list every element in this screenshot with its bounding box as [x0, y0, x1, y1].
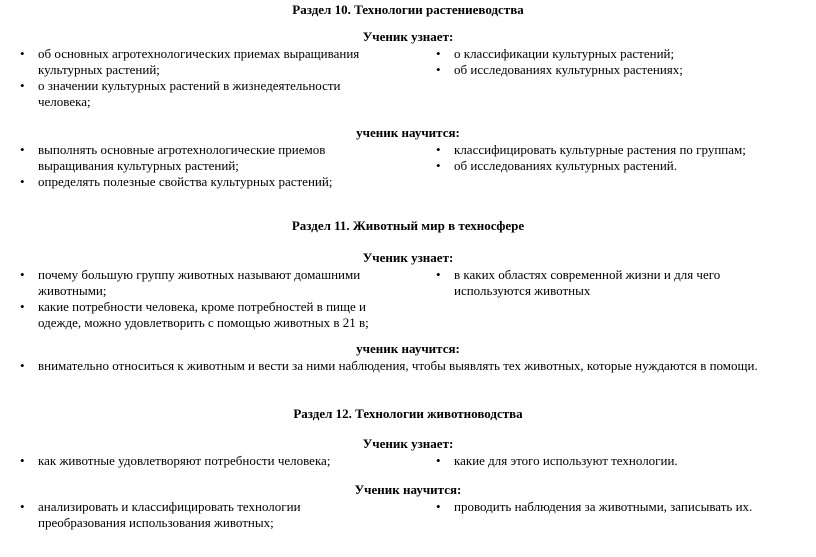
- section-11-learns-heading: Ученик узнает:: [362, 250, 454, 265]
- section-12-can-heading: Ученик научится:: [354, 482, 462, 497]
- section-10-title: Раздел 10. Технологии растениеводства: [292, 2, 524, 17]
- section-10-learns-left: [18, 46, 368, 110]
- section-11-title: Раздел 11. Животный мир в техносфере: [291, 218, 525, 233]
- section-12-title: Раздел 12. Технологии животноводства: [293, 406, 523, 421]
- list-item: • внимательно относиться к животным и вести за ними наблюдения, чтобы выявлять тех животных, которые нуждаются в помощи.: [18, 358, 808, 374]
- section-12-learns-heading: Ученик узнает:: [362, 436, 454, 451]
- section-11-learns-right: [434, 267, 774, 299]
- section-11-learns-left: [18, 267, 380, 331]
- section-12-learns-left: [18, 453, 398, 469]
- list-item: • об основных агротехнологических приемах выращивания культурных растений;: [18, 46, 368, 78]
- list-item: • как животные удовлетворяют потребности человека;: [18, 453, 398, 469]
- list-item: • об исследованиях культурных растений.: [434, 158, 804, 174]
- list-item: • какие для этого используют технологии.: [434, 453, 804, 469]
- list-item: • о значении культурных растений в жизнедеятельности человека;: [18, 78, 368, 110]
- section-11-can-list: [18, 358, 808, 374]
- list-item: • о классификации культурных растений;: [434, 46, 804, 62]
- section-12-can-left: [18, 499, 338, 531]
- section-10-can-right: [434, 142, 804, 174]
- section-10-can-left: [18, 142, 368, 190]
- section-12-can-right: [434, 499, 804, 515]
- section-10-learns-right: [434, 46, 804, 78]
- list-item: • в каких областях современной жизни и для чего используются животных: [434, 267, 774, 299]
- list-item: • выполнять основные агротехнологические приемов выращивания культурных растений;: [18, 142, 368, 174]
- section-10-learns-heading: Ученик узнает:: [362, 29, 454, 44]
- list-item: • определять полезные свойства культурных растений;: [18, 174, 368, 190]
- list-item: • анализировать и классифицировать технологии преобразования использования животных;: [18, 499, 338, 531]
- list-item: • проводить наблюдения за животными, записывать их.: [434, 499, 804, 515]
- list-item: • классифицировать культурные растения по группам;: [434, 142, 804, 158]
- list-item: • об исследованиях культурных растениях;: [434, 62, 804, 78]
- list-item: • какие потребности человека, кроме потребностей в пище и одежде, можно удовлетворить с помощью животных в 21 в;: [18, 299, 380, 331]
- section-11-can-heading: ученик научится:: [356, 341, 460, 356]
- list-item: • почему большую группу животных называют домашними животными;: [18, 267, 380, 299]
- section-10-can-heading: ученик научится:: [356, 125, 460, 140]
- section-12-learns-right: [434, 453, 804, 469]
